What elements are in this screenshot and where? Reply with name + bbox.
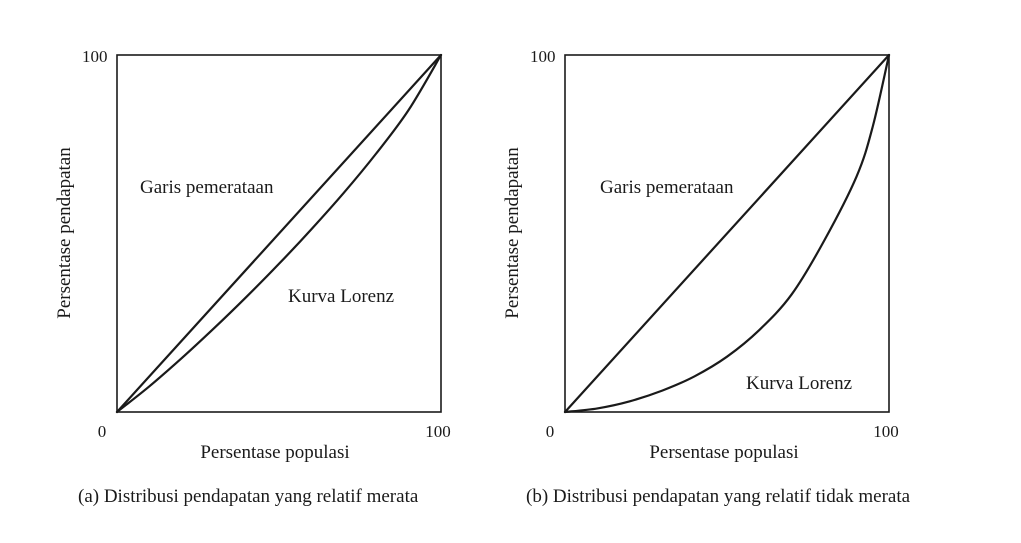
panel-a-series-label-equality: Garis pemerataan	[140, 177, 274, 198]
panel-b-caption: (b) Distribusi pendapatan yang relatif tidak merata	[526, 486, 911, 507]
panel-b-y-axis-label: Persentase pendapatan	[502, 147, 523, 319]
panel-b	[502, 47, 911, 507]
panel-a-x-axis-label: Persentase populasi	[200, 442, 350, 463]
panel-b-series-label-lorenz: Kurva Lorenz	[746, 373, 853, 394]
panel-b-y-tick-100: 100	[530, 47, 556, 66]
panel-b-series-garis-pemerataan-line	[565, 55, 889, 412]
panel-a-y-axis-label: Persentase pendapatan	[54, 147, 75, 319]
panel-b-series-label-equality: Garis pemerataan	[600, 177, 734, 198]
panel-b-x-tick-100: 100	[873, 422, 899, 441]
panel-a-x-tick-0: 0	[97, 422, 107, 441]
panel-a	[54, 47, 451, 507]
panel-a-series-garis-pemerataan-line	[117, 55, 441, 412]
panel-a-series-label-lorenz: Kurva Lorenz	[288, 286, 395, 307]
panel-a-caption: (a) Distribusi pendapatan yang relatif merata	[78, 486, 419, 507]
panel-b-x-axis-label: Persentase populasi	[649, 442, 799, 463]
panel-b-x-tick-0: 0	[545, 422, 555, 441]
panel-a-y-tick-100: 100	[82, 47, 108, 66]
panel-b-plot-area	[565, 55, 889, 412]
panel-a-plot-area	[117, 55, 441, 412]
panel-a-x-tick-100: 100	[425, 422, 451, 441]
